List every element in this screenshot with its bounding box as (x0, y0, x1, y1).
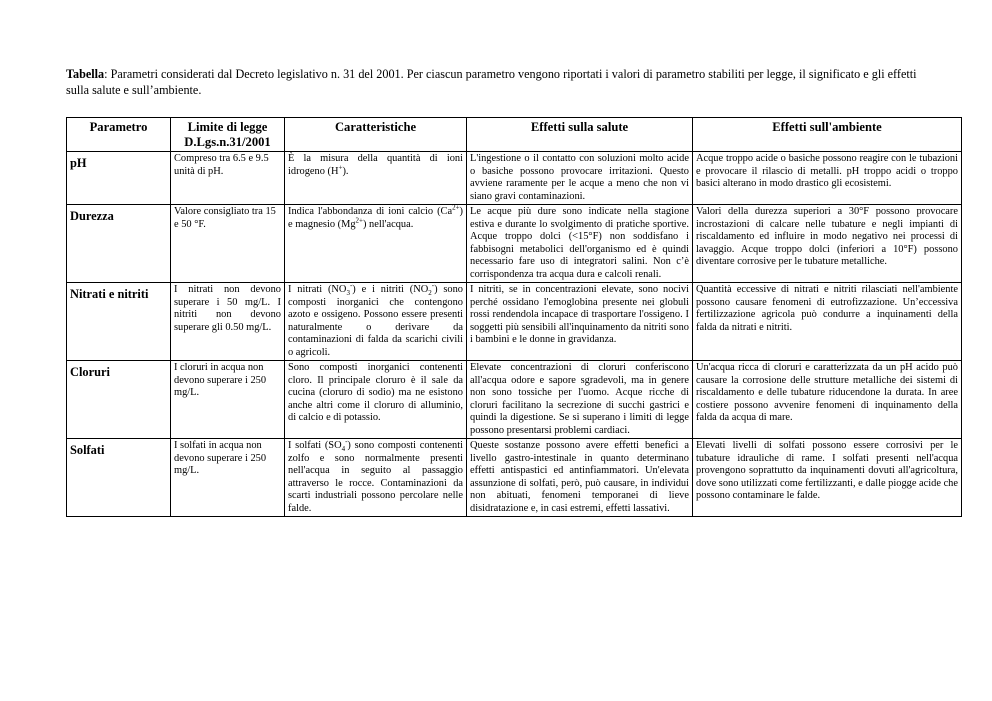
characteristics-durezza-text-b: ) e magnesio (Mg (288, 206, 463, 230)
param-name-ph: pH (67, 152, 171, 205)
header-ambiente: Effetti sull'ambiente (693, 118, 962, 152)
characteristics-solfati-sup: - (345, 437, 348, 446)
characteristics-nitrati-text-a: I nitrati (NO (288, 284, 347, 295)
param-name-cloruri: Cloruri (67, 361, 171, 439)
environment-effects-solfati: Elevati livelli di solfati possono essere corrosivi per le tubature idrauliche di rame. I solfati presenti nell'acqua provengono soprattutto da inquinamenti dovuti all'agricoltura, dove sono utilizzati come fertilizzanti, e dalle piogge acide che possono contaminare le falde. (693, 439, 962, 517)
header-salute: Effetti sulla salute (467, 118, 693, 152)
environment-effects-nitrati: Quantità eccessive di nitrati e nitriti rilasciati nell'ambiente possono causare fenomeni di eutrofizzazione. Un’eccessiva fertilizzazione agricola può condurre a inquinamenti della falda da nitrati e nitriti. (693, 283, 962, 361)
characteristics-solfati (285, 439, 467, 517)
limit-solfati: I solfati in acqua non devono superare i 250 mg/L. (171, 439, 285, 517)
health-effects-nitrati: I nitriti, se in concentrazioni elevate, sono nocivi perché ossidano l'emoglobina presente nei globuli rossi rendendola incapace di trasportare l'ossigeno. I soggetti più sensibili all'inquinamento da nitriti sono i bambini e le donne in gravidanza. (467, 283, 693, 361)
table-row-nitrati (67, 283, 962, 361)
characteristics-durezza (285, 205, 467, 283)
characteristics-ph-text-a: È la misura della quantità di ioni idrogeno (H (288, 153, 463, 177)
health-effects-cloruri: Elevate concentrazioni di cloruri conferiscono all'acqua odore e sapore sgradevoli, ma in genere non sono tossiche per l'uomo. Acque ricche di cloruri facilitano la secrezione di succhi gastrici e quindi la digestione. Se si superano i limiti di legge possono presentarsi problemi cardiaci. (467, 361, 693, 439)
environment-effects-ph: Acque troppo acide o basiche possono reagire con le tubazioni e provocare il rilascio di metalli. pH troppo acidi o troppo basici alterano in modo drastico gli ecosistemi. (693, 152, 962, 205)
limit-cloruri: I cloruri in acqua non devono superare i 250 mg/L. (171, 361, 285, 439)
caption-text: : Parametri considerati dal Decreto legislativo n. 31 del 2001. Per ciascun parametro vengono riportati i valori di parametro stabiliti per legge, il significato e gli effetti sulla salute e sull’ambiente. (66, 67, 917, 97)
param-name-solfati: Solfati (67, 439, 171, 517)
limit-durezza: Valore consigliato tra 15 e 50 °F. (171, 205, 285, 283)
limit-nitrati: I nitrati non devono superare i 50 mg/L. I nitriti non devono superare gli 0.50 mg/L. (171, 283, 285, 361)
header-caratteristiche: Caratteristiche (285, 118, 467, 152)
header-parametro: Parametro (67, 118, 171, 152)
characteristics-solfati-text-b: ) sono composti contenenti zolfo e sono normalmente presenti nell'acqua in seguito al passaggio attraverso le rocce. Contaminazioni da scarti industriali possono percolare nelle falde. (288, 440, 463, 514)
characteristics-durezza-sup1: 2+ (452, 203, 460, 212)
characteristics-solfati-sub: 4 (341, 445, 346, 454)
table-header-row (67, 118, 962, 152)
limit-ph: Compreso tra 6.5 e 9.5 unità di pH. (171, 152, 285, 205)
characteristics-durezza-text-c: ) nell'acqua. (362, 218, 414, 230)
characteristics-durezza-text-a: Indica l'abbondanza di ioni calcio (Ca (288, 206, 453, 217)
health-effects-ph: L'ingestione o il contatto con soluzioni molto acide o basiche possono provocare irritazioni. Questo avviene raramente per le acque a meno che non vi siano gravi contaminazioni. (467, 152, 693, 205)
characteristics-solfati-text-a: I solfati (SO (288, 440, 342, 451)
header-limite (171, 118, 285, 152)
health-effects-durezza: Le acque più dure sono indicate nella stagione estiva e durante lo svolgimento di pratiche sportive. Acque troppo dolci (<15°F) non soddisfano i fabbisogni metabolici dell'organismo ed è quindi necessario fare uso di integratori salini. Non c’è corrispondenza tra acqua dura e calcoli renali. (467, 205, 693, 283)
table-caption (66, 66, 936, 98)
caption-label: Tabella (66, 67, 105, 81)
characteristics-nitrati-sup2: - (431, 281, 435, 290)
environment-effects-cloruri: Un'acqua ricca di cloruri e caratterizzata da un pH acido può causare la corrosione delle strutture metalliche dei sistemi di riscaldamento e delle tubature riducendone la durata. In aree costiere possono avvenire fenomeni di inquinamento della falda da acqua di mare. (693, 361, 962, 439)
characteristics-ph-text-b: ). (342, 165, 349, 177)
characteristics-nitrati-sup1: - (349, 281, 353, 290)
table-row-cloruri (67, 361, 962, 439)
characteristics-nitrati-text-b: ) e i nitriti (NO (352, 284, 429, 295)
characteristics-ph-sup: + (338, 163, 343, 172)
environment-effects-durezza: Valori della durezza superiori a 30°F possono provocare incrostazioni di calcare nelle tubature e negli impianti di riscaldamento ed influire in modo negativo nei processi di lavaggio. Acque troppo dolci (inferiori a 10°F) possono diventare corrosive per le tubature metalliche. (693, 205, 962, 283)
param-name-nitrati: Nitrati e nitriti (67, 283, 171, 361)
characteristics-cloruri: Sono composti inorganici contenenti cloro. Il principale cloruro è il sale da cucina (cloruro di sodio) ma ne esistono anche altri come il cloruro di alluminio, di calcio e di potassio. (285, 361, 467, 439)
characteristics-nitrati-text-c: ) sono composti inorganici che contengono azoto e ossigeno. Possono essere presenti naturalmente o derivare da contaminazioni di falda da scarichi civili o agricoli. (288, 284, 463, 358)
characteristics-nitrati-sub2: 2 (428, 289, 432, 298)
table-row-durezza (67, 205, 962, 283)
parameters-table (66, 117, 962, 517)
characteristics-durezza-sup2: 2+ (355, 216, 363, 225)
characteristics-nitrati (285, 283, 467, 361)
table-row-ph (67, 152, 962, 205)
characteristics-nitrati-sub1: 3 (346, 289, 350, 298)
health-effects-solfati: Queste sostanze possono avere effetti benefici a livello gastro-intestinale in quanto determinano effetti antispastici ed antinfiammatori. Un'elevata assunzione di solfati, però, può causare, in individui non abituati, fenomeni temporanei di lieve disidratazione e, in casi estremi, effetti lassativi. (467, 439, 693, 517)
param-name-durezza: Durezza (67, 205, 171, 283)
characteristics-ph (285, 152, 467, 205)
header-limite-line1: Limite di legge (187, 120, 268, 134)
table-row-solfati (67, 439, 962, 517)
header-limite-line2: D.Lgs.n.31/2001 (184, 134, 271, 149)
